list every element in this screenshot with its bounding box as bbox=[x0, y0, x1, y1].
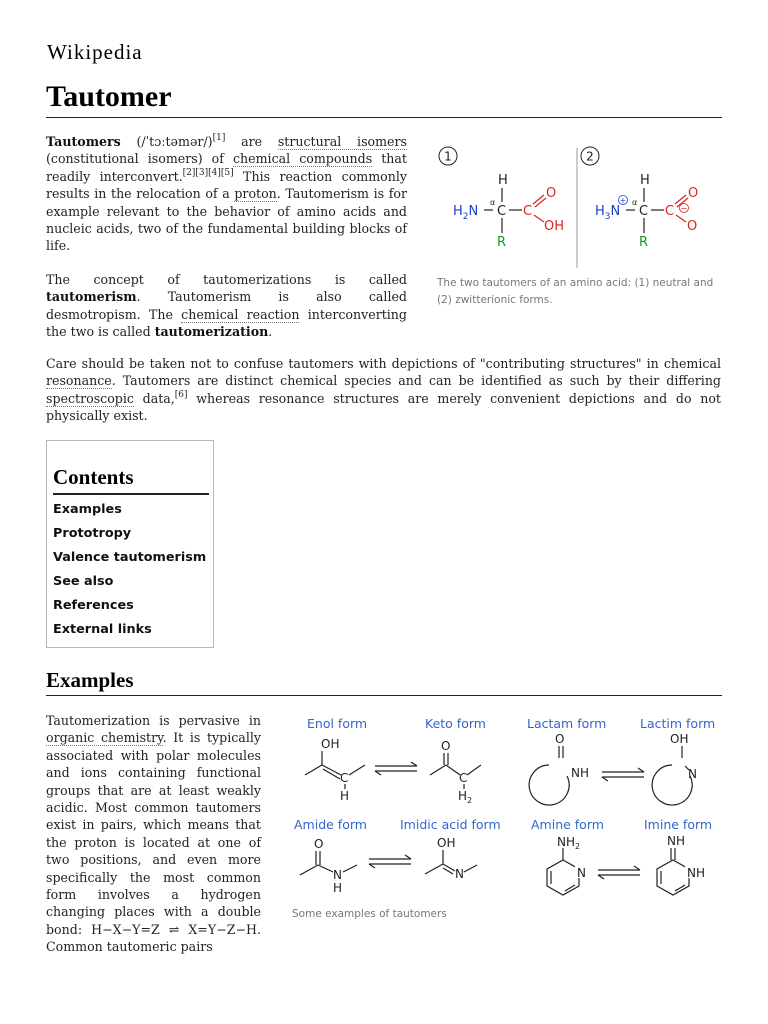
atom-o: O bbox=[441, 739, 451, 753]
atom-h2: $H_2$ bbox=[458, 789, 473, 805]
reference-6[interactable]: [6] bbox=[174, 389, 188, 400]
plus-charge: + bbox=[619, 196, 627, 205]
atom-h: H bbox=[498, 173, 508, 188]
label-enol-form: Enol form bbox=[307, 716, 368, 731]
page-title: Tautomer bbox=[46, 80, 172, 113]
text: interconverting the two is called bbox=[46, 306, 407, 340]
amide-structure bbox=[300, 851, 357, 875]
figure-1-caption: The two tautomers of an amino acid: (1) neutral and (2) zwitterionic forms. bbox=[437, 277, 714, 306]
atom-n: N bbox=[688, 767, 697, 781]
link-chemical-reaction[interactable]: chemical reaction bbox=[181, 306, 300, 322]
label-amine-form: Amine form bbox=[531, 817, 604, 832]
label-lactam-form: Lactam form bbox=[527, 716, 607, 731]
label-imidic-acid-form: Imidic acid form bbox=[400, 817, 501, 832]
atom-n: N bbox=[333, 868, 342, 882]
intro-paragraph-2 bbox=[46, 271, 407, 341]
atom-c: C bbox=[340, 771, 349, 785]
intro-paragraph-1 bbox=[46, 133, 407, 255]
reference-1[interactable]: [1] bbox=[212, 133, 226, 143]
text: Tautomerization is pervasive in bbox=[46, 713, 261, 728]
label-keto-form: Keto form bbox=[425, 716, 486, 731]
toc-item-external-links[interactable]: External links bbox=[53, 622, 152, 637]
section-divider bbox=[46, 695, 722, 696]
figure-2-caption: Some examples of tautomers bbox=[292, 908, 447, 920]
atom-c-alpha: C bbox=[497, 204, 507, 219]
title-divider bbox=[46, 117, 722, 118]
term-tautomerism: tautomerism bbox=[46, 289, 137, 305]
atom-o: O bbox=[688, 186, 699, 201]
atom-n: N bbox=[455, 867, 464, 881]
examples-paragraph bbox=[46, 712, 261, 956]
atom-nh: NH bbox=[571, 766, 589, 780]
text: whereas resonance structures are merely convenient depictions and do not physically exist. bbox=[46, 390, 721, 424]
text: (constitutional isomers) of bbox=[46, 151, 233, 167]
text: . bbox=[268, 324, 273, 340]
lactim-structure bbox=[652, 746, 692, 805]
atom-c-alpha: C bbox=[639, 204, 649, 219]
toc-item-see-also[interactable]: See also bbox=[53, 574, 114, 589]
label-amide-form: Amide form bbox=[294, 817, 367, 832]
text: . Tautomerism is also called desmotropism. The bbox=[46, 289, 407, 322]
link-spectroscopic[interactable]: spectroscopic bbox=[46, 390, 134, 406]
text: are bbox=[225, 134, 278, 149]
lactam-structure bbox=[529, 746, 569, 805]
text: data, bbox=[133, 390, 175, 406]
figure-number-2: 2 bbox=[586, 149, 594, 164]
tautomer-examples-figure[interactable] bbox=[285, 708, 725, 908]
link-chemical-compounds[interactable]: chemical compounds bbox=[232, 151, 373, 167]
atom-n: N bbox=[577, 866, 586, 880]
atom-h: H bbox=[340, 789, 350, 803]
figure-number-1: 1 bbox=[444, 149, 452, 164]
atom-o: O bbox=[555, 732, 565, 746]
atom-c-carboxyl: C bbox=[523, 204, 533, 219]
link-resonance[interactable]: resonance bbox=[46, 373, 112, 389]
label-lactim-form: Lactim form bbox=[640, 716, 716, 731]
enol-structure bbox=[305, 751, 365, 779]
atom-nh: NH bbox=[687, 866, 705, 880]
section-heading-examples: Examples bbox=[46, 668, 134, 692]
atom-o: O bbox=[687, 219, 698, 234]
label-imine-form: Imine form bbox=[644, 817, 713, 832]
term-tautomerization: tautomerization bbox=[154, 324, 269, 340]
atom-r: R bbox=[497, 235, 507, 250]
atom-nh: NH bbox=[667, 834, 685, 848]
atom-oh: OH bbox=[437, 836, 456, 850]
link-organic-chemistry[interactable]: organic chemistry bbox=[46, 730, 163, 746]
zwitterionic-amino-acid bbox=[595, 173, 698, 250]
amino-acid-tautomers-figure[interactable] bbox=[430, 140, 722, 270]
atom-h: H bbox=[333, 881, 343, 895]
equilibrium-arrows bbox=[375, 762, 417, 775]
toc-divider bbox=[53, 493, 209, 495]
alpha-label: α bbox=[490, 198, 496, 207]
atom-c-carboxylate: C bbox=[665, 204, 675, 219]
atom-nh2: $NH_2$ bbox=[557, 835, 581, 851]
equilibrium-arrows bbox=[602, 768, 644, 781]
imidic-acid-structure bbox=[425, 850, 477, 874]
pronunciation[interactable]: (/ˈtɔːtəmər/) bbox=[120, 134, 213, 149]
atom-o: O bbox=[546, 186, 557, 201]
atom-o: O bbox=[314, 837, 324, 851]
equilibrium-arrows bbox=[598, 866, 640, 879]
wikipedia-logo[interactable]: Wikipedia bbox=[47, 40, 143, 64]
references-2-5[interactable]: [2][3][4][5] bbox=[182, 167, 234, 178]
toc-item-valence-tautomerism[interactable]: Valence tautomerism bbox=[53, 550, 207, 565]
equilibrium-arrows bbox=[369, 855, 411, 868]
keto-structure bbox=[430, 753, 481, 775]
text: Care should be taken not to confuse tautomers with depictions of "contributing structures" in chemical bbox=[46, 356, 721, 371]
minus-charge: − bbox=[680, 204, 688, 213]
toc-title: Contents bbox=[53, 465, 134, 489]
iminopyridine-structure bbox=[657, 848, 689, 895]
neutral-amino-acid bbox=[453, 173, 564, 250]
alpha-label: α bbox=[632, 198, 638, 207]
toc-item-prototropy[interactable]: Prototropy bbox=[53, 526, 132, 541]
toc-item-examples[interactable]: Examples bbox=[53, 502, 122, 517]
text: . Tautomerism is for example relevant to the behavior of amino acids and nucleic acids, two of the fundamental building blocks of life. bbox=[46, 186, 407, 254]
atom-h: H bbox=[640, 173, 650, 188]
text: that readily interconvert. bbox=[46, 151, 407, 184]
atom-h3n: $H_3N$ bbox=[595, 204, 621, 222]
toc-item-references[interactable]: References bbox=[53, 598, 134, 613]
atom-oh: OH bbox=[670, 732, 689, 746]
aminopyridine-structure bbox=[547, 848, 579, 895]
atom-oh: OH bbox=[544, 219, 565, 234]
table-of-contents bbox=[46, 440, 214, 648]
link-proton[interactable]: proton bbox=[234, 186, 277, 202]
atom-r: R bbox=[639, 235, 649, 250]
link-structural-isomers[interactable]: structural isomers bbox=[277, 134, 407, 149]
text: This reaction commonly results in the relocation of a bbox=[46, 168, 407, 202]
atom-oh: OH bbox=[321, 737, 340, 751]
term-tautomers: Tautomers bbox=[46, 134, 121, 149]
atom-h2n: $H_2N$ bbox=[453, 204, 479, 222]
text: . It is typically associated with polar molecules and ions containing functional groups that are at least weakly acidic. Most common tautomers exist in pairs, which means that the proton is located at one of two positions, and even more specifically the most common form involves a hydrogen changing places with a double bond: H−X−Y=Z ⇌ X=Y−Z−H. Common tautomeric pairs bbox=[46, 730, 261, 955]
text: The concept of tautomerizations is called bbox=[46, 272, 407, 287]
atom-c: C bbox=[459, 771, 468, 785]
intro-paragraph-3 bbox=[46, 355, 721, 425]
text: . Tautomers are distinct chemical species and can be identified as such by their differing bbox=[111, 373, 721, 389]
